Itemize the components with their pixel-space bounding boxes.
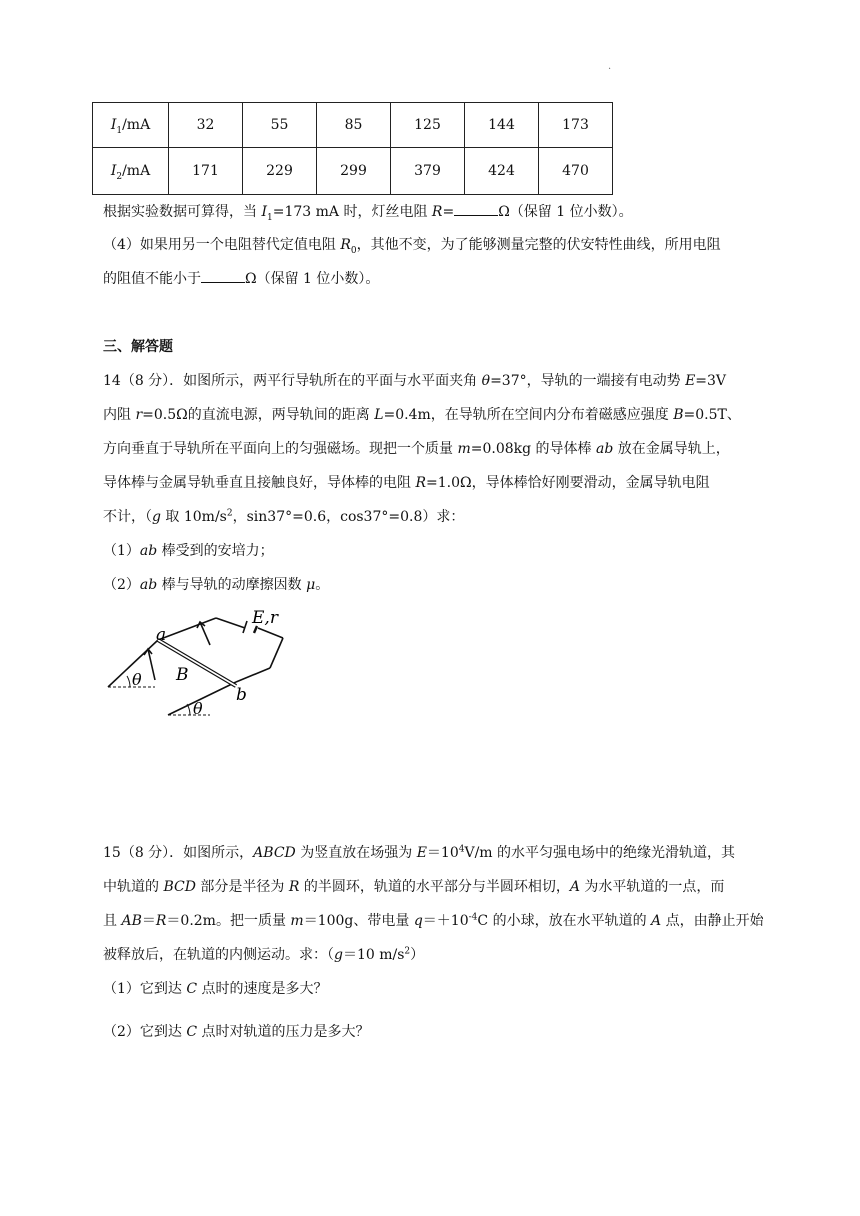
table-row-i1 bbox=[93, 103, 613, 148]
table-cell: 144 bbox=[465, 103, 539, 148]
row-label-i1: $I_1/mA$ bbox=[93, 103, 169, 148]
section-title: 三、解答题 bbox=[103, 339, 173, 355]
table-cell: 85 bbox=[317, 103, 391, 148]
circuit-wire-right bbox=[270, 638, 283, 668]
table-cell: 171 bbox=[169, 148, 243, 195]
page-mark: · bbox=[608, 64, 612, 75]
angle-arc-upper bbox=[127, 676, 130, 687]
q14-line-5: 不计，（g 取 $10m/s^2$，sin37°=0.6，cos37°=0.8）求： bbox=[103, 508, 465, 525]
q14-line-7: （2）ab 棒与导轨的动摩擦因数 μ。 bbox=[103, 577, 330, 593]
inclined-rails-figure bbox=[100, 600, 300, 735]
answer-blank bbox=[454, 203, 498, 216]
label-b: b bbox=[236, 685, 247, 705]
table-cell: 55 bbox=[243, 103, 317, 148]
answer-blank bbox=[201, 270, 245, 283]
table-cell: 229 bbox=[243, 148, 317, 195]
q15-line-5: （1）它到达 C 点时的速度是多大？ bbox=[103, 981, 328, 997]
table-row-i2 bbox=[93, 148, 613, 195]
rail-upper-top bbox=[158, 618, 216, 640]
q13-line-5: 的阻值不能小于 Ω（保留 1 位小数）。 bbox=[103, 271, 380, 287]
q15-line-3: 且 AB＝R＝0.2m。把一质量 m＝100g、带电量 $q=+10^{-4}C$ 的小球，放在水平轨道的 A 点，由静止开始 bbox=[103, 912, 764, 929]
circuit-wire-top-right bbox=[258, 628, 283, 638]
q15-line-2: 中轨道的 BCD 部分是半径为 R 的半圆环，轨道的水平部分与半圆环相切，A 为水平轨道的一点，而 bbox=[103, 879, 725, 895]
circuit-wire-top-left bbox=[216, 618, 245, 628]
label-a: a bbox=[156, 625, 167, 645]
label-field-b: B bbox=[176, 665, 189, 685]
q14-line-2: 内阻 r=0.5Ω的直流电源，两导轨间的距离 L=0.4m，在导轨所在空间内分布着磁感应强度 B=0.5T、 bbox=[103, 407, 741, 423]
table-cell: 125 bbox=[391, 103, 465, 148]
q14-line-6: （1）ab 棒受到的安培力； bbox=[103, 543, 274, 559]
q14-line-4: 导体棒与金属导轨垂直且接触良好，导体棒的电阻 R=1.0Ω，导体棒恰好刚要滑动，金属导轨电阻 bbox=[103, 475, 710, 491]
current-data-table bbox=[92, 102, 613, 195]
q14-line-1: 14（8 分）．如图所示，两平行导轨所在的平面与水平面夹角 θ=37°，导轨的一端接有电动势 E=3V bbox=[103, 373, 727, 389]
rail-lower-top bbox=[236, 668, 270, 682]
q14-line-3: 方向垂直于导轨所在平面向上的匀强磁场。现把一个质量 m=0.08kg 的导体棒 ab 放在金属导轨上， bbox=[103, 441, 730, 457]
label-e-r: E,r bbox=[252, 608, 278, 628]
conductor-rod-highlight bbox=[158, 640, 236, 686]
q13-line-3: 根据实验数据可算得，当 $I_1=173$ mA 时，灯丝电阻 R= Ω（保留 1 位小数）。 bbox=[103, 204, 633, 223]
label-theta-lower: θ bbox=[193, 699, 203, 718]
table-cell: 173 bbox=[539, 103, 613, 148]
table-cell: 299 bbox=[317, 148, 391, 195]
label-theta-upper: θ bbox=[132, 670, 142, 689]
table-cell: 470 bbox=[539, 148, 613, 195]
q13-line-4: （4）如果用另一个电阻替代定值电阻 $R_0$，其他不变，为了能够测量完整的伏安特性曲线，所用电阻 bbox=[103, 237, 721, 256]
q15-line-6: （2）它到达 C 点时对轨道的压力是多大？ bbox=[103, 1024, 370, 1040]
table-cell: 424 bbox=[465, 148, 539, 195]
table-cell: 32 bbox=[169, 103, 243, 148]
row-label-i2: $I_2/mA$ bbox=[93, 148, 169, 195]
q15-line-4: 被释放后，在轨道的内侧运动。求：（g＝10 $m/s^2$） bbox=[103, 946, 425, 963]
table-cell: 379 bbox=[391, 148, 465, 195]
q15-line-1: 15（8 分）．如图所示，ABCD 为竖直放在场强为 $E=10^4V/m$ 的水平匀强电场中的绝缘光滑轨道，其 bbox=[103, 844, 736, 861]
